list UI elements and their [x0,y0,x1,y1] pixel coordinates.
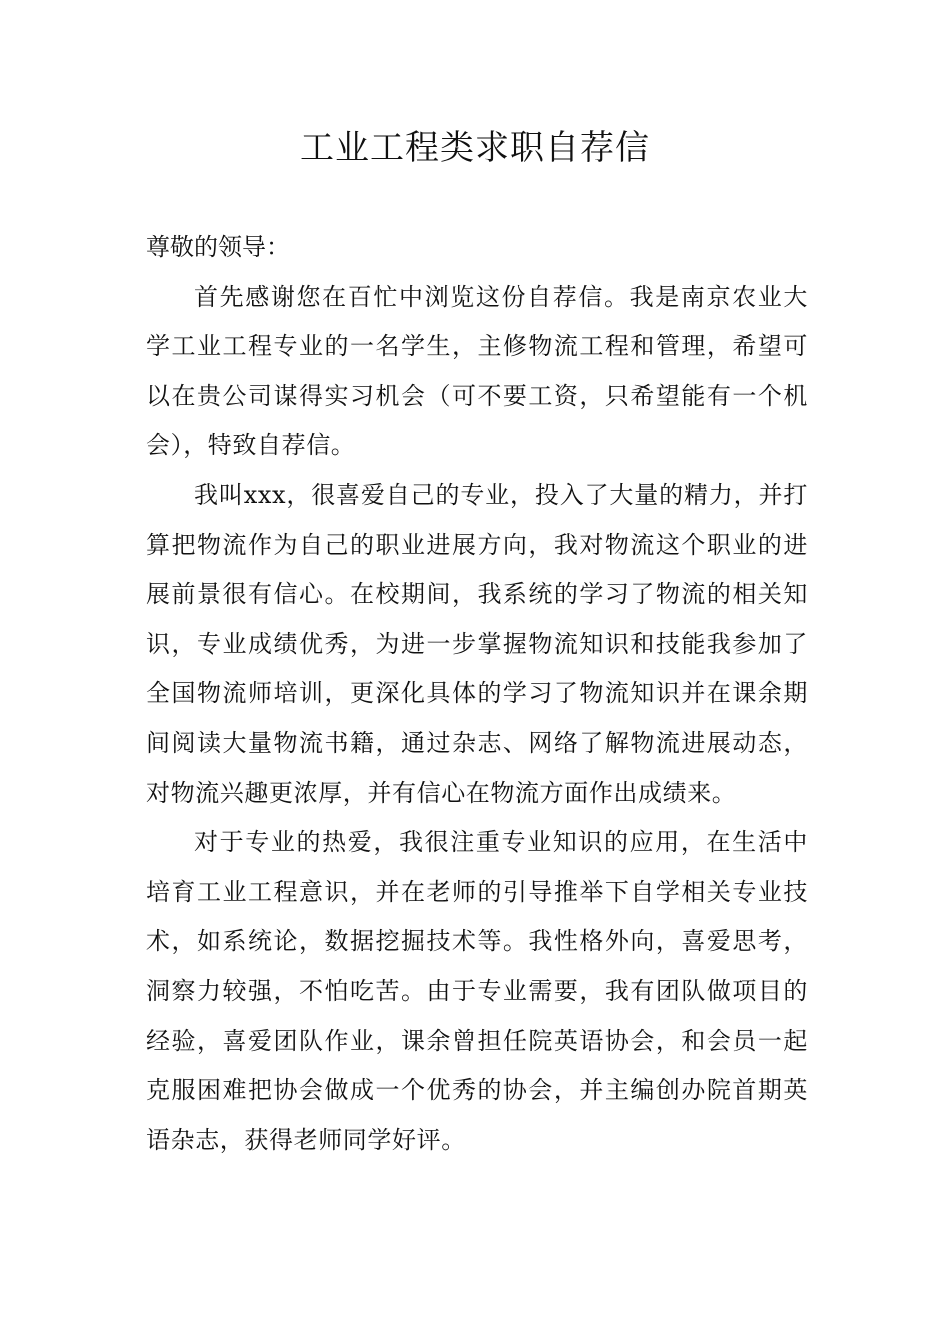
paragraph-intro: 首先感谢您在百忙中浏览这份自荐信。我是南京农业大学工业工程专业的一名学生，主修物流工程和管理，希望可以在贵公司谋得实习机会（可不要工资，只希望能有一个机会），特致自荐信。 [146,282,808,460]
paragraph-skills-experience: 对于专业的热爱，我很注重专业知识的应用，在生活中培育工业工程意识，并在老师的引导推举下自学相关专业技术，如系统论，数据挖掘技术等。我性格外向，喜爱思考，洞察力较强，不怕吃苦。由于专业需要，我有团队做项目的经验，喜爱团队作业，课余曾担任院英语协会，和会员一起克服困难把协会做成一个优秀的协会，并主编创办院首期英语杂志，获得老师同学好评。 [146,828,808,1154]
salutation: 尊敬的领导： [146,233,290,261]
letter-body [146,223,808,1165]
paragraph-self-description: 我叫xxx，很喜爱自己的专业，投入了大量的精力，并打算把物流作为自己的职业进展方向，我对物流这个职业的进展前景很有信心。在校期间，我系统的学习了物流的相关知识，专业成绩优秀，为进一步掌握物流知识和技能我参加了全国物流师培训，更深化具体的学习了物流知识并在课余期间阅读大量物流书籍，通过杂志、网络了解物流进展动态，对物流兴趣更浓厚，并有信心在物流方面作出成绩来。 [146,480,808,807]
document-title: 工业工程类求职自荐信 [300,128,650,168]
